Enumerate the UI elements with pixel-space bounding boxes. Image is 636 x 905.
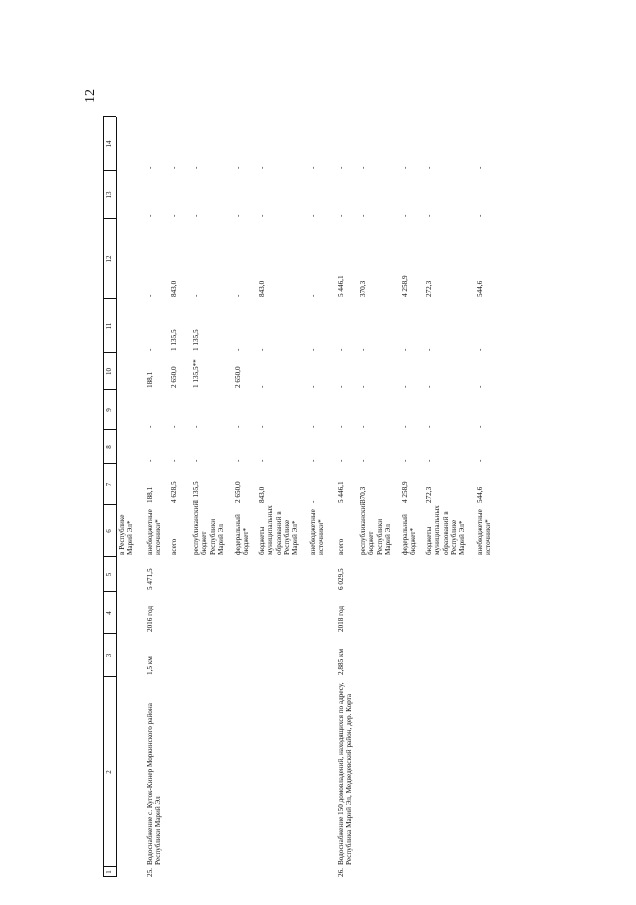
amount-cell: -	[258, 425, 266, 428]
amount-cell: -	[309, 294, 317, 297]
column-header: 1	[105, 870, 113, 874]
amount-cell: -	[337, 214, 345, 217]
column-divider	[103, 116, 116, 117]
column-divider	[103, 218, 116, 219]
amount-cell: 272,3	[425, 280, 433, 297]
amount-cell: 4 258,9	[401, 481, 409, 503]
column-divider	[103, 591, 116, 592]
amount-cell: -	[337, 459, 345, 462]
amount-cell: -	[258, 385, 266, 388]
page-number: 12	[83, 89, 98, 103]
amount-cell: -	[476, 166, 484, 169]
column-header: 7	[105, 482, 113, 487]
amount-cell: 1 135,5	[192, 329, 200, 351]
column-divider	[103, 676, 116, 677]
length-value: 1,5 км	[146, 656, 154, 675]
column-header: 4	[105, 611, 113, 615]
source-label: федеральный бюджет*	[401, 514, 418, 555]
amount-cell: -	[234, 214, 242, 217]
amount-cell: 370,3	[359, 280, 367, 297]
source-label: всего	[170, 538, 178, 555]
column-divider	[103, 633, 116, 634]
source-label: внебюджетные источники*	[309, 509, 326, 555]
amount-cell: 2 650,0	[170, 366, 178, 388]
amount-cell: -	[476, 385, 484, 388]
amount-cell: -	[425, 459, 433, 462]
amount-cell: -	[192, 166, 200, 169]
amount-cell: -	[146, 166, 154, 169]
amount-cell: -	[359, 166, 367, 169]
amount-cell: -	[234, 348, 242, 351]
amount-cell: 5 446,1	[337, 275, 345, 297]
column-divider	[103, 556, 116, 557]
source-label: бюджеты муниципальных образований в Республике Марий Эл*	[258, 505, 300, 555]
length-value: 2,885 км	[337, 648, 345, 675]
column-header: 2	[105, 770, 113, 774]
amount-cell: 843,0	[258, 280, 266, 297]
column-divider	[103, 429, 116, 430]
cost-value: 6 029,5	[337, 568, 345, 590]
amount-cell: -	[146, 425, 154, 428]
amount-cell: -	[359, 459, 367, 462]
amount-cell: -	[258, 459, 266, 462]
amount-cell: -	[192, 425, 200, 428]
amount-cell: -	[337, 166, 345, 169]
year-value: 2016 год	[146, 606, 154, 632]
amount-cell: -	[476, 348, 484, 351]
amount-cell: 843,0	[258, 486, 266, 503]
amount-cell: -	[258, 214, 266, 217]
amount-cell: -	[425, 425, 433, 428]
column-divider	[103, 504, 116, 505]
amount-cell: -	[425, 348, 433, 351]
column-divider	[103, 389, 116, 390]
source-label: республиканский бюджет Республики Марий Эл	[192, 501, 225, 555]
row-number: 25.	[146, 868, 154, 877]
amount-cell: -	[476, 214, 484, 217]
amount-cell: -	[337, 425, 345, 428]
amount-cell: -	[337, 385, 345, 388]
amount-cell: 544,6	[476, 280, 484, 297]
column-header: 12	[105, 255, 113, 263]
column-header: 14	[105, 140, 113, 148]
amount-cell: -	[146, 348, 154, 351]
column-header: 11	[105, 322, 113, 330]
amount-cell: -	[170, 214, 178, 217]
column-divider	[103, 866, 116, 867]
amount-cell: -	[192, 294, 200, 297]
source-label: внебюджетные источники*	[476, 509, 493, 555]
amount-cell: -	[146, 459, 154, 462]
amount-cell: -	[309, 425, 317, 428]
source-label: республиканский бюджет Республики Марий Эл	[359, 501, 392, 555]
amount-cell: 188,1	[146, 371, 154, 388]
amount-cell: 2 650,0	[234, 366, 242, 388]
column-header: 8	[105, 445, 113, 449]
column-divider	[103, 463, 116, 464]
amount-cell: -	[401, 166, 409, 169]
amount-cell: -	[234, 166, 242, 169]
column-header: 9	[105, 408, 113, 412]
amount-cell: -	[170, 425, 178, 428]
amount-cell: -	[170, 459, 178, 462]
amount-cell: -	[401, 214, 409, 217]
source-label: всего	[337, 538, 345, 555]
amount-cell: 1 135,5**	[192, 359, 200, 388]
amount-cell: -	[192, 214, 200, 217]
column-divider	[103, 298, 116, 299]
amount-cell: -	[309, 385, 317, 388]
table-header-rule	[116, 117, 117, 877]
rotated-table	[103, 37, 502, 877]
amount-cell: -	[309, 500, 317, 503]
amount-cell: -	[234, 459, 242, 462]
amount-cell: -	[425, 214, 433, 217]
object-name: Водоснабжение 150 домовладений, находящихся по адресу, Республика Марий Эл, Медведевский район, дер. Корта	[337, 682, 354, 865]
amount-cell: -	[476, 425, 484, 428]
source-label: федеральный бюджет*	[234, 514, 251, 555]
amount-cell: -	[192, 459, 200, 462]
amount-cell: 1 135,5	[192, 481, 200, 503]
amount-cell: 370,3	[359, 486, 367, 503]
amount-cell: -	[170, 166, 178, 169]
column-divider	[103, 170, 116, 171]
table-top-rule	[103, 117, 104, 877]
column-header: 6	[105, 529, 113, 533]
carry-over-source: в Республике Марий Эл*	[118, 514, 135, 555]
column-divider	[103, 876, 116, 877]
amount-cell: -	[234, 294, 242, 297]
amount-cell: -	[337, 348, 345, 351]
amount-cell: -	[146, 294, 154, 297]
amount-cell: 4 258,9	[401, 275, 409, 297]
object-name: Водоснабжение с. Кугок-Кинер Моркинского района Республики Марий Эл	[146, 703, 163, 865]
amount-cell: -	[359, 348, 367, 351]
amount-cell: -	[258, 166, 266, 169]
cost-value: 5 471,5	[146, 568, 154, 590]
year-value: 2018 год	[337, 606, 345, 632]
amount-cell: 188,1	[146, 486, 154, 503]
amount-cell: -	[476, 459, 484, 462]
column-header: 10	[105, 368, 113, 375]
row-number: 26.	[337, 868, 345, 877]
amount-cell: -	[401, 425, 409, 428]
amount-cell: -	[401, 348, 409, 351]
column-header: 3	[105, 653, 113, 658]
amount-cell: 2 650,0	[234, 481, 242, 503]
column-divider	[103, 352, 116, 353]
amount-cell: -	[309, 214, 317, 217]
amount-cell: -	[234, 425, 242, 428]
amount-cell: -	[359, 425, 367, 428]
amount-cell: -	[309, 166, 317, 169]
amount-cell: 1 135,5	[170, 329, 178, 351]
amount-cell: -	[359, 214, 367, 217]
source-label: бюджеты муниципальных образований в Республике Марий Эл*	[425, 505, 467, 555]
amount-cell: -	[146, 214, 154, 217]
source-label: внебюджетные источники*	[146, 509, 163, 555]
amount-cell: -	[359, 385, 367, 388]
amount-cell: -	[401, 459, 409, 462]
amount-cell: -	[309, 459, 317, 462]
amount-cell: 843,0	[170, 280, 178, 297]
column-header: 13	[105, 191, 113, 199]
column-header: 5	[105, 572, 113, 577]
amount-cell: 272,3	[425, 486, 433, 503]
amount-cell: 544,6	[476, 486, 484, 503]
amount-cell: -	[309, 348, 317, 351]
amount-cell: 4 628,5	[170, 481, 178, 503]
amount-cell: -	[425, 385, 433, 388]
amount-cell: -	[401, 385, 409, 388]
amount-cell: 5 446,1	[337, 481, 345, 503]
amount-cell: -	[258, 348, 266, 351]
amount-cell: -	[425, 166, 433, 169]
